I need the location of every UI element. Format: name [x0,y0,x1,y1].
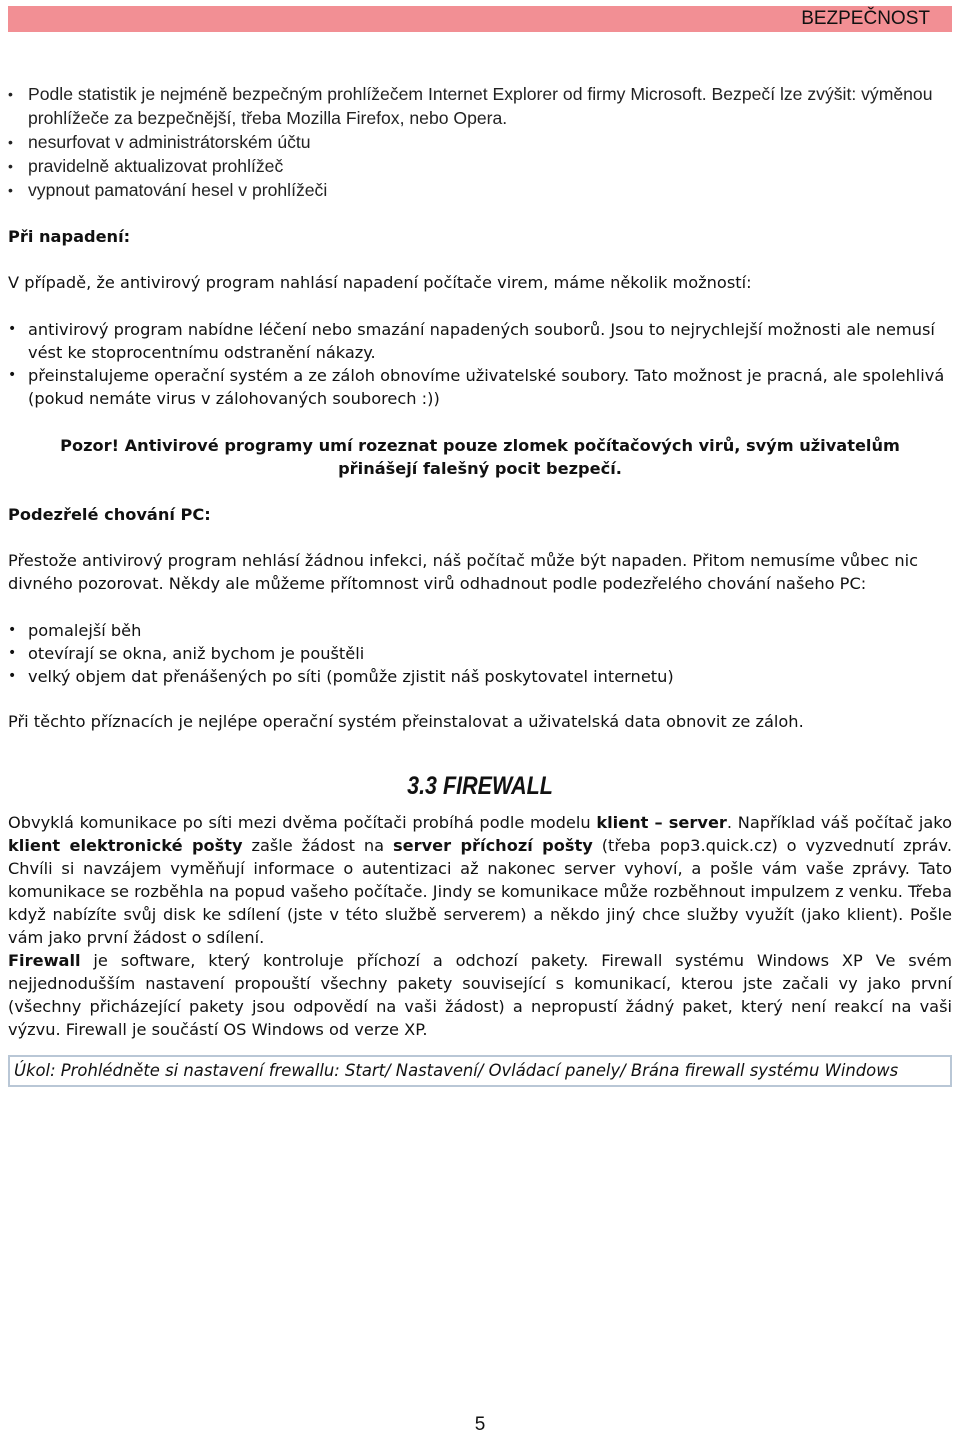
firewall-paragraph-1 [8,811,952,949]
text-run: je software, který kontroluje příchozí a odchozí pakety. Firewall systému Windows XP Ve svém nejjednodušším nastavení propouští všechny pakety související s komunikací, kterou jste začali vy jako první (všechny přicházející pakety jsou odpovědí na vaši žádost) a nepropustí žádný paket, který není reakcí na vaši výzvu. Firewall je součástí OS Windows od verze XP. [8,951,952,1039]
text-run: . Například váš počítač jako [726,813,953,832]
warning-line: přinášejí falešný pocit bezpečí. [338,459,622,478]
section-title: 3.3 FIREWALL [407,772,553,800]
suspicious-conclusion: Při těchto příznacích je nejlépe operační systém přeinstalovat a uživatelská data obnovit ze záloh. [8,712,804,731]
term-client-server: klient – server [596,813,727,832]
text-run: zašle žádost na [242,836,393,855]
list-item: • pravidelně aktualizovat prohlížeč [8,154,952,178]
attack-options-list [8,318,952,410]
term-mail-server: server příchozí pošty [392,836,593,855]
text-run: Obvyklá komunikace po síti mezi dvěma počítači probíhá podle modelu [8,813,597,832]
suspicious-signs-list [8,619,952,688]
list-item: • přeinstalujeme operační systém a ze záloh obnovíme uživatelské soubory. Tato možnost je pracná, ale spolehlivá (pokud nemáte virus v zálohovaných souborech :)) [8,364,952,410]
task-text: Úkol: Prohlédněte si nastavení frewallu: Start/ Nastavení/ Ovládací panely/ Brána firewall systému Windows [14,1061,899,1080]
list-item: • Podle statistik je nejméně bezpečným prohlížečem Internet Explorer od firmy Microsoft. Bezpečí lze zvýšit: výměnou prohlížeče za bezpečnější, třeba Mozilla Firefox, nebo Opera. [8,82,952,130]
warning-box [8,434,952,480]
attack-heading: Při napadení: [8,227,131,246]
attack-intro: V případě, že antivirový program nahlásí napadení počítače virem, máme několik možností: [8,273,752,292]
list-item: • antivirový program nabídne léčení nebo smazání napadených souborů. Jsou to nejrychlejší možnosti ale nemusí vést ke stoprocentnímu odstranění nákazy. [8,318,952,364]
list-item: • vypnout pamatování hesel v prohlížeči [8,178,952,202]
list-item: • otevírají se okna, aniž bychom je pouštěli [8,642,952,665]
suspicious-heading: Podezřelé chování PC: [8,505,211,524]
page-header [8,6,952,32]
term-firewall: Firewall [8,951,81,970]
warning-line: Pozor! Antivirové programy umí rozeznat pouze zlomek počítačových virů, svým uživatelům [60,436,900,455]
text-run: o vyzvednutí zpráv. Chvíli si navzájem vyměňují informace o autentizaci až nakonec server vyhoví, a pošle vám vaše zprávy. Tato komunikace se rozběhla na popud vašeho počítače. Jindy se komunikace může rozběhnout impulzem z venku. Třeba když nabízíte svůj disk ke sdílení (jste v této službě serverem) a někdo jiný chce služby využít (jako klient). Pošle vám jako první žádost o sdílení. [8,836,952,947]
list-item: • velký objem dat přenášených po síti (pomůže zjistit náš poskytovatel internetu) [8,665,952,688]
task-box [8,1055,952,1087]
header-title: BEZPEČNOST [801,8,930,29]
text-run: (třeba pop3.quick.cz) [592,836,778,855]
firewall-paragraph-2 [8,949,952,1041]
list-item: • nesurfovat v administrátorském účtu [8,130,952,154]
list-item: • pomalejší běh [8,619,952,642]
suspicious-intro: Přestože antivirový program nehlásí žádnou infekci, náš počítač může být napaden. Přitom nemusíme vůbec nic divného pozorovat. Někdy ale můžeme přítomnost virů odhadnout podle podezřelého chování našeho PC: [8,551,918,593]
page-content [8,82,952,1087]
browser-tips-list [8,82,952,202]
page-number: 5 [474,1414,486,1435]
term-mail-client: klient elektronické pošty [8,836,243,855]
